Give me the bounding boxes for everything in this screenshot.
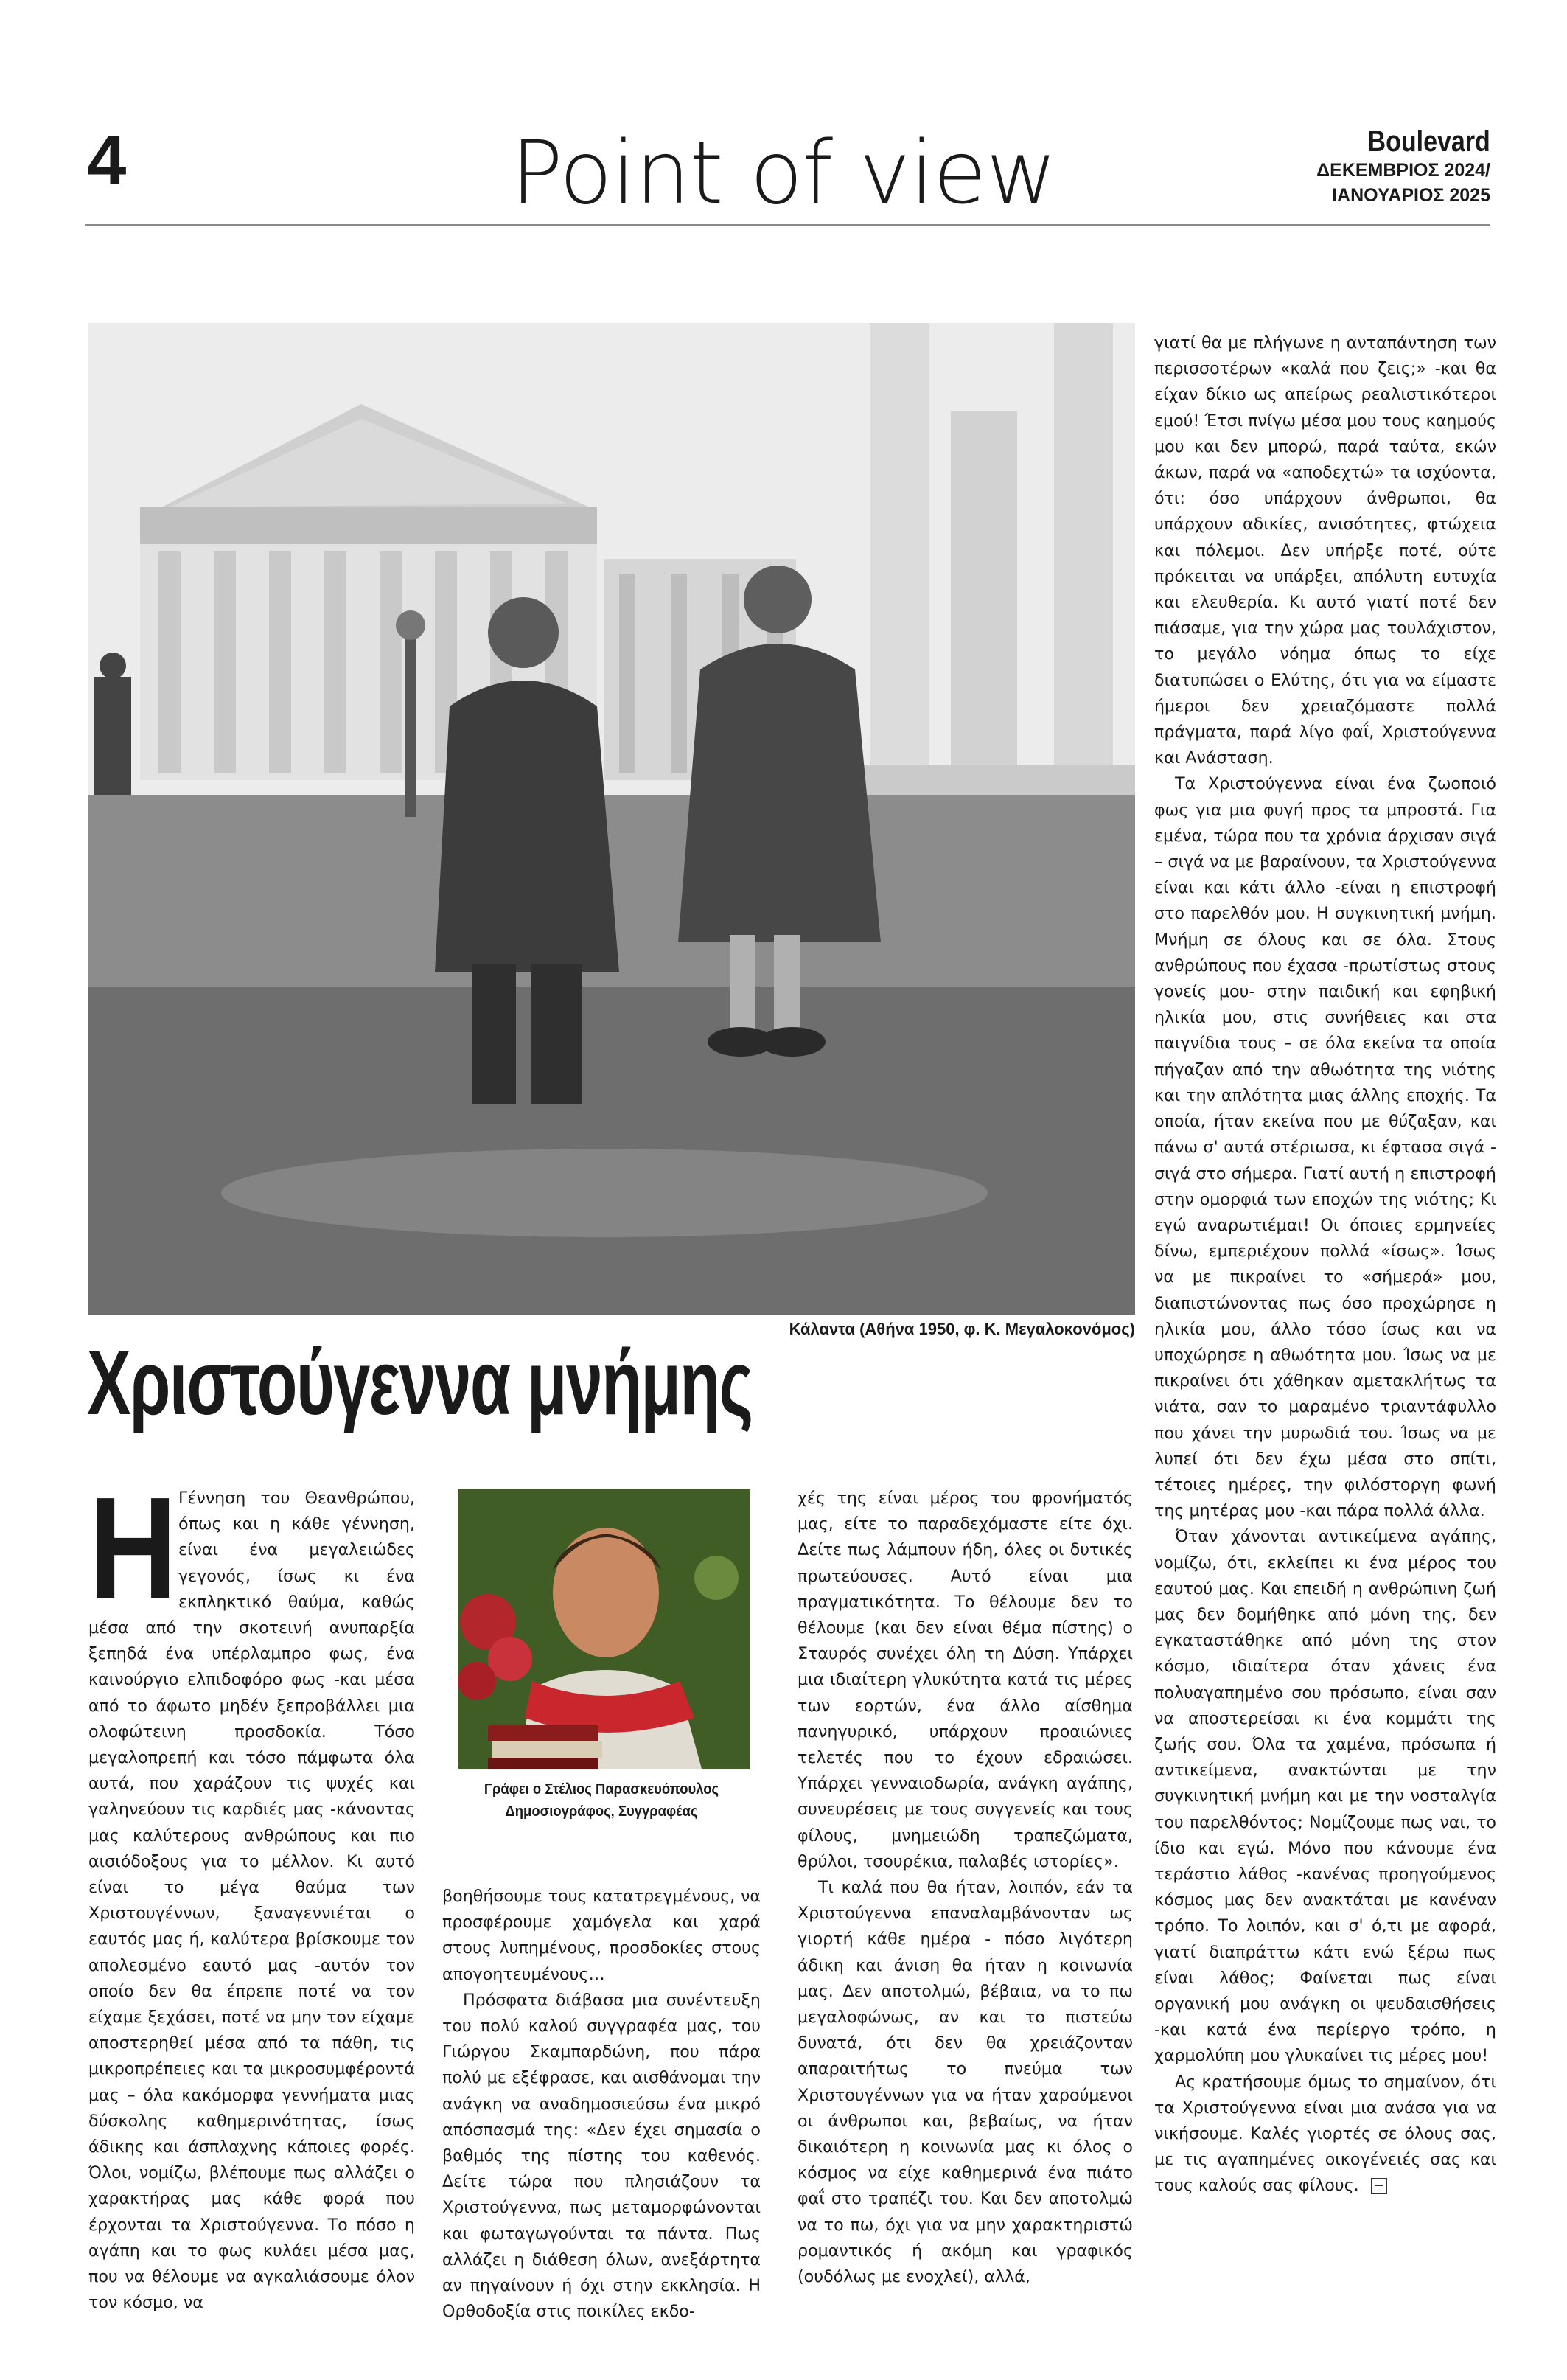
issue-date-line1: ΔΕΚΕΜΒΡΙΟΣ 2024/	[1316, 160, 1490, 181]
main-photo	[88, 323, 1135, 1315]
issue-date-line2: ΙΑΝΟΥΑΡΙΟΣ 2025	[1332, 185, 1490, 206]
article-headline: Χριστούγεννα μνήμης	[87, 1332, 753, 1434]
page-number: 4	[87, 121, 125, 200]
paragraph: Όταν χάνονται αντικείμενα αγάπης, νομίζω, ότι, εκλείπει κι ένα μέρος του εαυτού μας. Και επειδή η ανθρώπινη ζωή μας δεν δομήθηκε από μόνη της, δεν εγκαταστάθηκε από μόνη της στον κόσμο, ιδιαίτερα όταν χάνεις ένα πολυαγαπημένο σου πρόσωπο, είναι σαν να αποστερείσαι κι ένα κομμάτι της ζωής σου. Όλα τα χαμένα, πρόσωπα ή αντικείμενα, ανακτώνται με την συγκινητική μνήμη και με την νοσταλγία του παρελθόντος; Νομίζουμε πως ναι, το ίδιο και εγώ. Μόνο που κάνουμε ένα τεράστιο λάθος -κανένας προηγούμενος κόσμος μας δεν ανακτάται με κανέναν τρόπο. Το λοιπόν, και σ' ό,τι με αφορά, γιατί διαπράττω κάτι ενώ ξέρω πως είναι λάθος; Φαίνεται πως είναι οργανική μου ανάγκη οι ψευδαισθήσεις -και κατά ένα περίεργο τρόπο, η χαρμολύπη μου γλυκαίνει τις μέρες μου!	[1154, 1527, 1496, 2066]
paragraph: Γέννηση του Θεανθρώπου, όπως και η κάθε γέννηση, είναι ένα μεγαλειώδες γεγονός, ίσως κι ένα εκπληκτικό θαύμα, καθώς μέσα από την σκοτεινή ανυπαρξία ξεπηδά ένα υπέρλαμπρο φως, ένα καινούργιο ελπιδοφόρο φως -και μέσα από το άφωτο μηδέν ξεπροβάλλει μια ολοφώτεινη προσδοκία. Τόσο μεγαλοπρεπή και τόσο πάμφωτα όλα αυτά, που χαράζουν τις ψυχές και γαληνεύουν τις καρδιές μας -κάνοντας μας καλύτερους ανθρώπους και πιο αισιόδοξους για το μέλλον. Κι αυτό είναι το μέγα θαύμα των Χριστουγέννων, ξαναγεννιέται ο εαυτός μας ή, καλύτερα βρίσκουμε τον απολεσμένο εαυτό μας -αυτόν τον οποίο δεν θα έπρεπε ποτέ να τον είχαμε ξεχάσει, ποτέ να μην τον είχαμε αποστερηθεί μέσα από τα πάθη, τις μικροπρέπειες και τα μικροσυμφέροντά μας – όλα κακόμορφα γεννήματα μιας δύσκολης καθημερινότητας, ίσως άδικης και άσπλαχνης κάποιες φορές. Όλοι, νομίζω, βλέπουμε πως αλλάζει ο χαρακτήρας μας κάθε φορά που έρχονται τα Χριστούγεννα. Το πόσο η αγάπη και το φως κυλάει μέσα μας, που να θέλουμε να αγκαλιάσουμε όλον τον κόσμο, να	[88, 1489, 415, 2313]
paragraph: Τι καλά που θα ήταν, λοιπόν, εάν τα Χριστούγεννα επαναλαμβάνονταν ως γιορτή κάθε ημέρα - πόσο λιγότερη άδικη και άνιση θα ήταν η κοινωνία μας. Δεν αποτολμώ, βέβαια, να το πω μεγαλοφώνως, αν και το πιστεύω δυνατά, ότι δεν θα χρειάζονταν απαραιτήτως το πνεύμα των Χριστουγέννων για να ήταν χαρούμενοι οι άνθρωποι και, βεβαίως, να ήταν δικαιότερη η κοινωνία μας κι όλος ο κόσμος να είχε καθημερινά ένα πιάτο φαΐ στο τραπέζι του. Και δεν αποτολμώ να το πω, όχι για να μην χαρακτηριστώ ρομαντικός ή ακόμη και γραφικός (ουδόλως με ενοχλεί), αλλά,	[798, 1878, 1133, 2287]
article-column-3	[798, 1486, 1133, 2290]
author-byline	[458, 1778, 745, 1823]
author-role: Δημοσιογράφος, Συγγραφέας	[505, 1803, 698, 1820]
author-photo	[458, 1489, 750, 1769]
paragraph-text: Ας κρατήσουμε όμως το σημαίνον, ότι τα Χριστούγεννα είναι μια ανάσα για να νικήσουμε. Καλές γιορτές σε όλους σας, με τις αγαπημένες οικογένειές σας και τους καλούς σας φίλους.	[1154, 2072, 1496, 2196]
photo-caption: Κάλαντα (Αθήνα 1950, φ. Κ. Μεγαλοκονόμος)	[789, 1320, 1135, 1338]
paragraph: Τα Χριστούγεννα είναι ένα ζωοποιό φως για μια φυγή προς τα μπροστά. Για εμένα, τώρα που τα χρόνια άρχισαν σιγά – σιγά να με βαραίνουν, τα Χριστούγεννα είναι και κάτι άλλο -είναι η επιστροφή στο παρελθόν μου. Η συγκινητική μνήμη. Μνήμη σε όλους και σε όλα. Στους ανθρώπους που έχασα -πρωτίστως στους γονείς μου- στην παιδική και εφηβική ηλικία μου, στις συνήθειες και στα παιγνίδια τους – σε όλα εκείνα τα οποία πήγαζαν από την αθωότητα της νιότης και την απλότητα μιας άλλης εποχής. Τα οποία, ήταν εκείνα που με θύζαξαν, και πάνω σ' αυτά στέριωσα, κι έφτασα σιγά - σιγά στο σήμερα. Γιατί αυτή η επιστροφή στην ομορφιά των εποχών της νιότης; Κι εγώ αναρωτιέμαι! Οι όποιες ερμηνείες δίνω, εμπεριέχουν πολλά «ίσως». Ίσως να με πικραίνει το «σήμερά» μου, διαπιστώνοντας πως όσο προχώρησε η ηλικία μου, άλλο τόσο ίσως και να υποχώρησε η αθωότητα μου. Ίσως να με πικραίνει ότι χάθηκαν αμετακλήτως τα νιάτα, σαν το μαραμένο τριαντάφυλλο που χάνει την μυρωδιά του. Ίσως να με λυπεί ότι δεν έχω μέσα στο σπίτι, τέτοιες ημέρες, την φιλόστοργη φωνή της μητέρας μου -και πάρα πολλά άλλα.	[1154, 774, 1496, 1521]
drop-cap: Η	[88, 1467, 178, 1629]
article-column-4	[1154, 330, 1496, 2199]
closing-paragraph	[1154, 2070, 1496, 2199]
article-column-1	[88, 1467, 415, 2317]
article-column-2	[442, 1884, 761, 2325]
paragraph: χές της είναι μέρος του φρονήματός μας, είτε το παραδεχόμαστε είτε όχι. Δείτε πως λάμπουν ήδη, όλες οι δυτικές πρωτεύουσες. Αυτό είναι μια πραγματικότητα. Το θέλουμε δεν το θέλουμε (και δεν είναι θέμα πίστης) ο Σταυρός συνέχει όλη τη Δύση. Υπάρχει μια ιδιαίτερη γλυκύτητα κατά τις μέρες των εορτών, ένα άλλο αίσθημα πανηγυρικό, υπάρχουν προαιώνιες τελετές που το έχουν εδραιώσει. Υπάρχει γενναιοδωρία, ανάγκη αγάπης, συνευρέσεις με τους συγγενείς και τους φίλους, μνημειώδη τραπεζώματα, θρύλοι, τσουρέκια, παλαβές ιστορίες».	[798, 1489, 1133, 1871]
masthead	[1316, 127, 1490, 206]
section-title: Point of view	[510, 122, 1057, 223]
end-of-article-icon	[1371, 2178, 1387, 2194]
paragraph: γιατί θα με πλήγωνε η ανταπάντηση των περισσοτέρων «καλά που ζεις;» -και θα είχαν δίκιο ως απείρως ρεαλιστικότεροι εμού! Έτσι πνίγω μέσα μου τους καημούς μου και δεν μπορώ, παρά ταύτα, εκών άκων, παρά να «αποδεχτώ» τα ισχύοντα, ότι: όσο υπάρχουν άνθρωποι, θα υπάρχουν αδικίες, ανισότητες, φτώχεια και πόλεμοι. Δεν υπήρξε ποτέ, ούτε πρόκειται να υπάρξει, απόλυτη ευτυχία και ελευθερία. Κι αυτό γιατί ποτέ δεν πιάσαμε, για την χώρα μας τουλάχιστον, το μεγάλο νόημα όπως το είχε διατυπώσει ο Ελύτης, ότι για να είμαστε ήμεροι δεν χρειαζόμαστε πολλά πράγματα, παρά λίγο φαΐ, Χριστούγεννα και Ανάσταση.	[1154, 333, 1496, 768]
publication-name: Boulevard	[1367, 125, 1490, 158]
author-name: Γράφει ο Στέλιος Παρασκευόπουλος	[484, 1781, 719, 1798]
header-divider	[85, 224, 1490, 226]
paragraph: βοηθήσουμε τους κατατρεγμένους, να προσφέρουμε χαμόγελα και χαρά στους λυπημένους, προσδοκίες στους απογοητευμένους…	[442, 1887, 761, 1984]
paragraph: Πρόσφατα διάβασα μια συνέντευξη του πολύ καλού συγγραφέα μας, του Γιώργου Σκαμπαρδώνη, που πάρα πολύ με εξέφρασε, και αισθάνομαι την ανάγκη να αναδημοσιεύσω ένα μικρό απόσπασμά της: «Δεν έχει σημασία ο βαθμός της πίστης του καθενός. Δείτε τώρα που πλησιάζουν τα Χριστούγεννα, πως μεταμορφώνονται και φωταγωγούνται τα πάντα. Πως αλλάζει η διάθεση όλων, ανεξάρτητα αν πηγαίνουν ή όχι στην εκκλησία. Η Ορθοδοξία στις ποικίλες εκδο-	[442, 1990, 761, 2322]
